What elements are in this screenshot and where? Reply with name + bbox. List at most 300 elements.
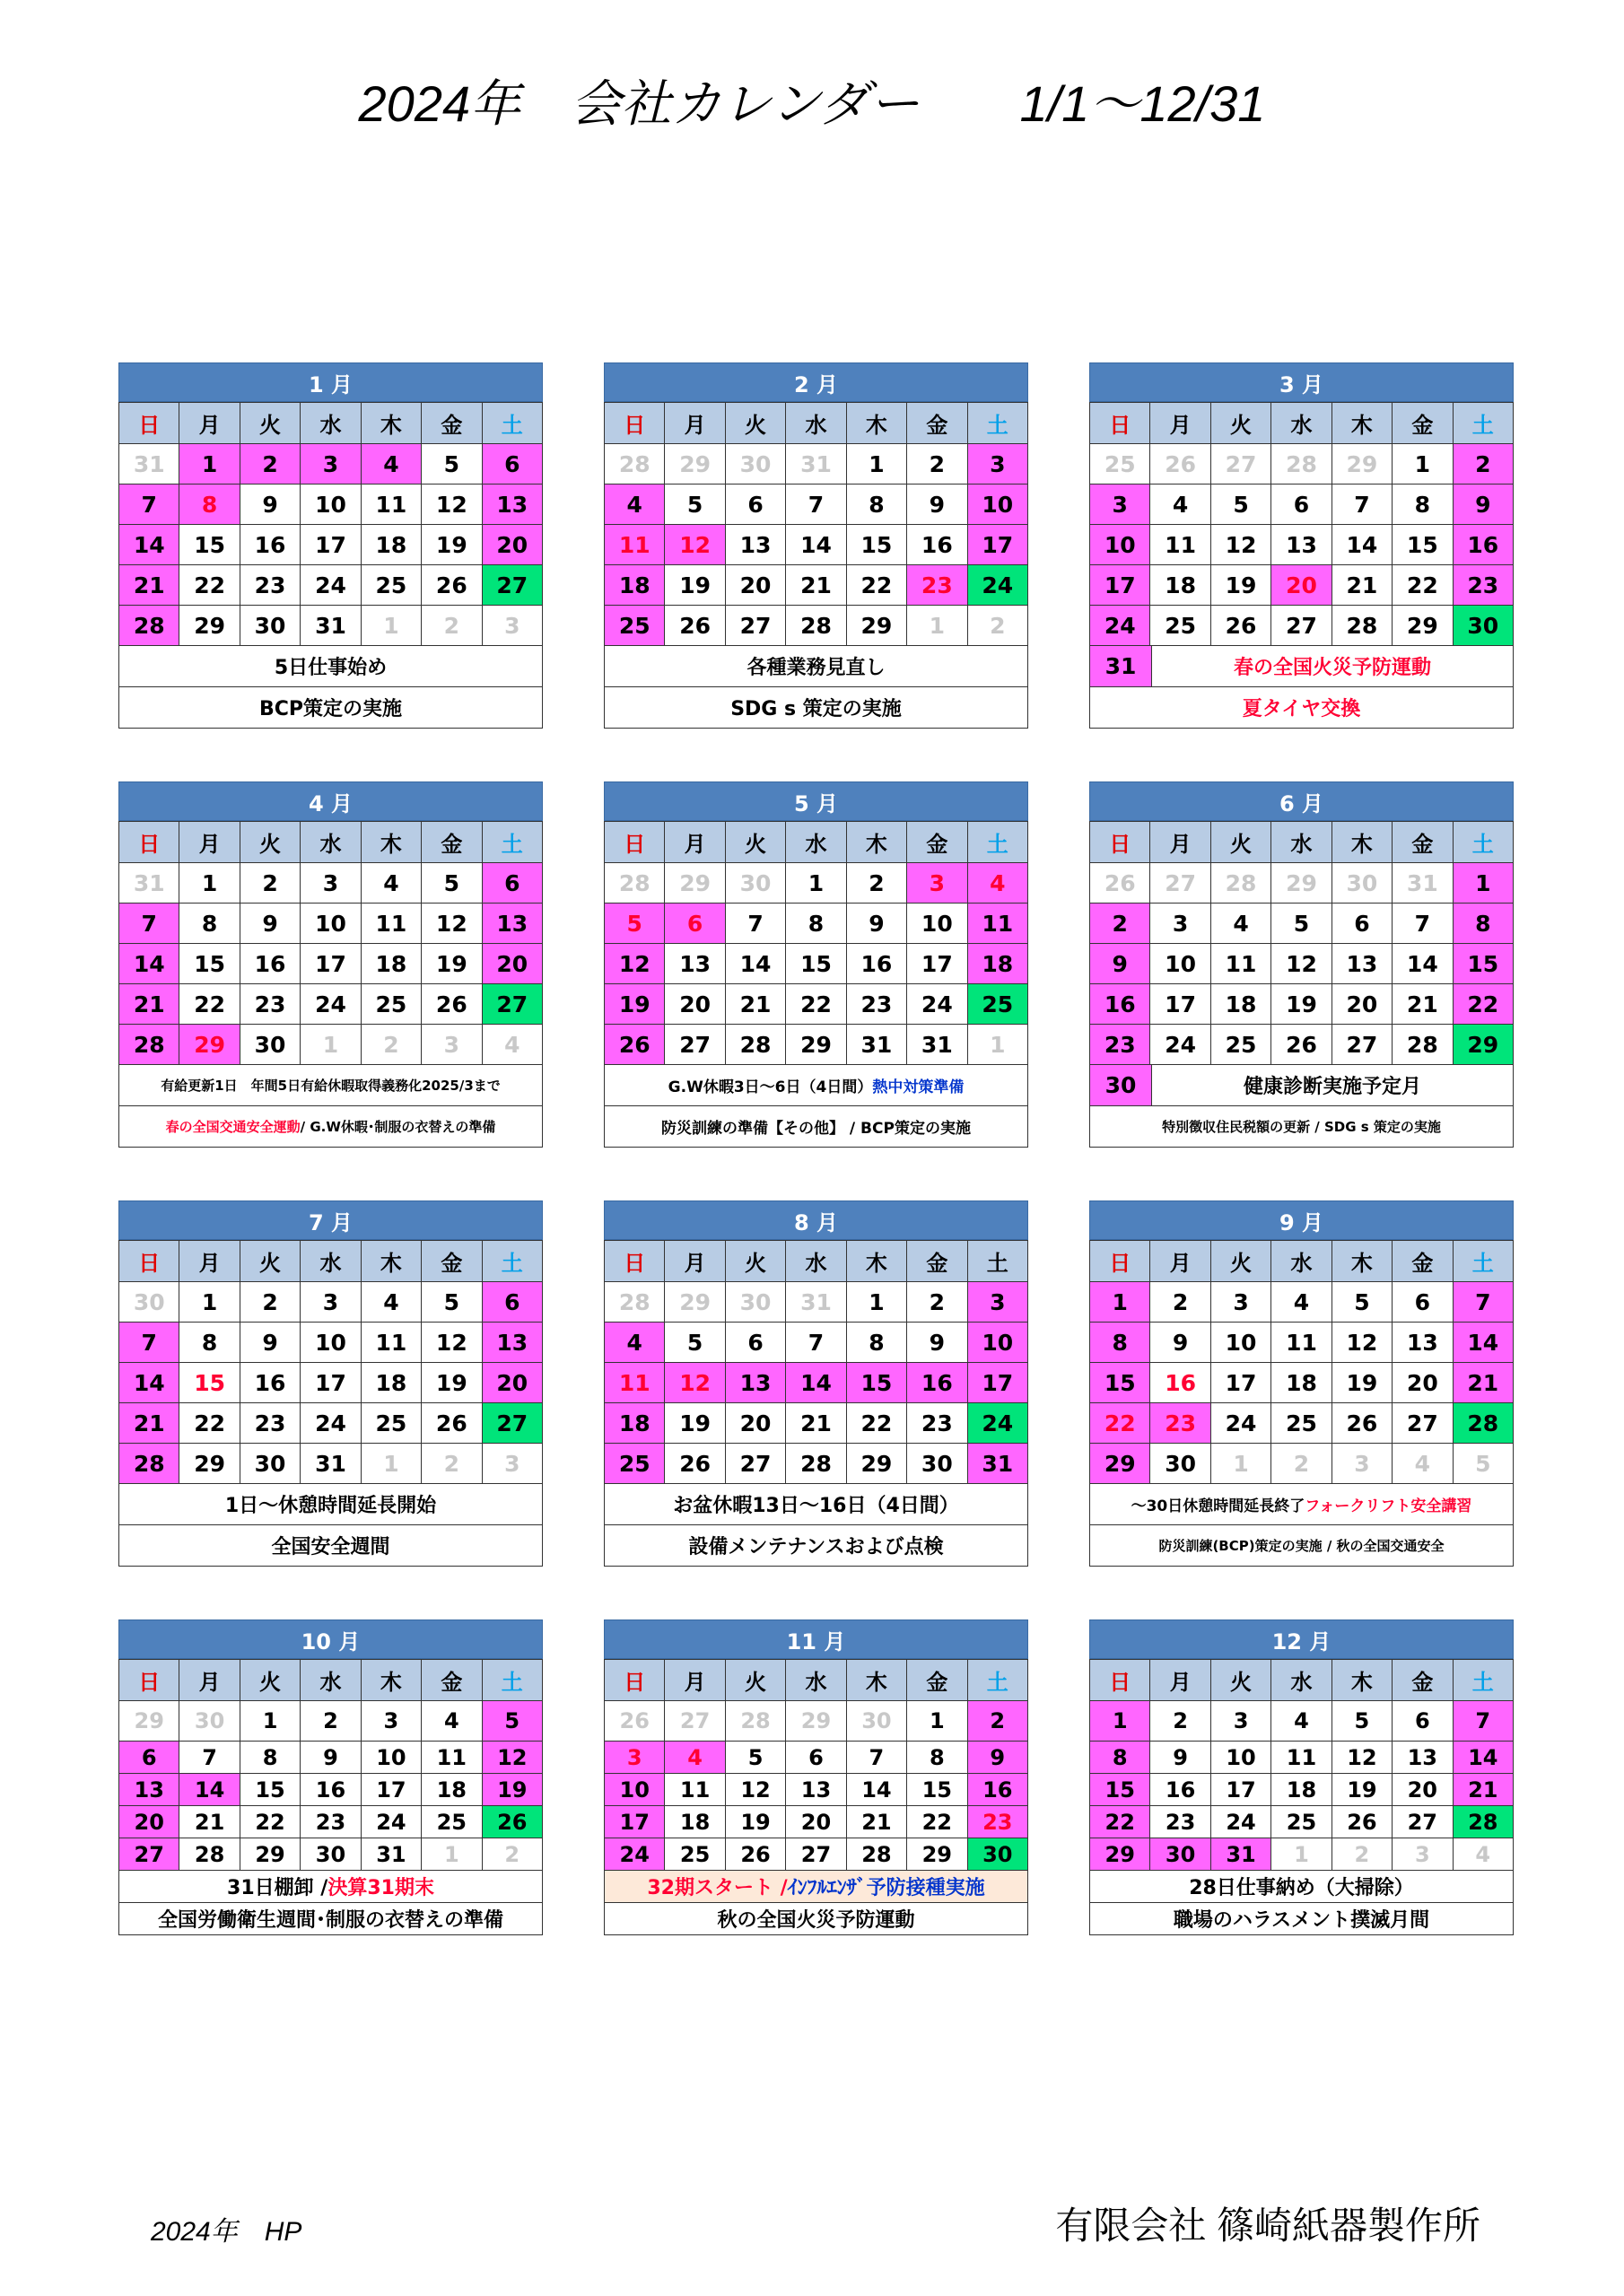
day-cell: 18: [361, 944, 421, 984]
day-cell: 26: [1210, 606, 1270, 646]
day-cell: 6: [665, 904, 725, 944]
day-cell: 18: [605, 1403, 665, 1444]
day-cell: 21: [846, 1806, 906, 1838]
month-header: 3 月: [1089, 362, 1514, 402]
day-cell: 13: [725, 525, 785, 565]
day-cell: 4: [1271, 1701, 1332, 1742]
day-cell: 28: [786, 1444, 846, 1484]
day-cell: 14: [1393, 944, 1453, 984]
month-1: [118, 362, 543, 729]
day-cell: 2: [1332, 1838, 1392, 1871]
day-cell: 26: [422, 984, 482, 1025]
day-cell: 21: [119, 1403, 179, 1444]
day-cell: 11: [1271, 1742, 1332, 1774]
month-9: [1089, 1200, 1514, 1567]
day-cell: 23: [240, 565, 300, 606]
day-cell: 13: [665, 944, 725, 984]
month-table: [1089, 821, 1514, 1065]
day-cell: 11: [665, 1774, 725, 1806]
month-note: BCP策定の実施: [118, 687, 543, 729]
day-cell: 9: [907, 485, 967, 525]
weekday-header: 日: [605, 403, 665, 444]
day-cell: 4: [1271, 1282, 1332, 1323]
month-table: [118, 402, 543, 646]
month-note: 設備メンテナンスおよび点検: [604, 1525, 1028, 1567]
day-cell: 14: [846, 1774, 906, 1806]
weekday-header: 水: [301, 1241, 361, 1282]
weekday-header: 木: [1332, 403, 1392, 444]
day-cell: 17: [1150, 984, 1210, 1025]
month-header: 9 月: [1089, 1200, 1514, 1240]
weekday-header: 火: [240, 1660, 300, 1701]
day-cell: 30: [725, 444, 785, 485]
month-note: [118, 1106, 543, 1148]
day-cell: 10: [301, 1323, 361, 1363]
day-cell: 12: [725, 1774, 785, 1806]
month-note: 有給更新1日 年間5日有給休暇取得義務化2025/3まで: [118, 1065, 543, 1106]
day-cell: 11: [1150, 525, 1210, 565]
day-cell: 27: [665, 1701, 725, 1742]
day-cell: 1: [361, 1444, 421, 1484]
day-cell: 2: [907, 1282, 967, 1323]
day-cell: 14: [1453, 1323, 1513, 1363]
day-cell: 19: [1210, 565, 1270, 606]
day-cell: 21: [119, 565, 179, 606]
day-cell: 7: [1453, 1282, 1513, 1323]
day-cell: 4: [361, 444, 421, 485]
day-cell: 16: [1150, 1363, 1210, 1403]
day-cell: 12: [1332, 1742, 1392, 1774]
weekday-header: 水: [786, 403, 846, 444]
month-header: 1 月: [118, 362, 543, 402]
day-cell: 29: [786, 1025, 846, 1065]
day-cell: 21: [1393, 984, 1453, 1025]
day-cell: 26: [482, 1806, 542, 1838]
day-cell: 28: [119, 1025, 179, 1065]
day-cell: 30: [179, 1701, 240, 1742]
day-cell: 9: [240, 485, 300, 525]
day-cell: 19: [665, 1403, 725, 1444]
day-cell: 27: [665, 1025, 725, 1065]
day-cell: 18: [1271, 1774, 1332, 1806]
day-cell: 6: [119, 1742, 179, 1774]
day-cell: 10: [301, 904, 361, 944]
day-cell: 30: [725, 863, 785, 904]
month-7: [118, 1200, 543, 1567]
weekday-header: 金: [422, 403, 482, 444]
month-table: [118, 1240, 543, 1484]
day-cell: 25: [1150, 606, 1210, 646]
day-cell: 7: [786, 485, 846, 525]
day-cell: 27: [1393, 1403, 1453, 1444]
day-cell: 27: [725, 606, 785, 646]
day-cell: 31: [1090, 646, 1152, 686]
day-cell: 7: [179, 1742, 240, 1774]
weekday-header: 木: [846, 403, 906, 444]
month-note-part: ｲﾝﾌﾙｴﾝｻﾞ予防接種実施: [787, 1877, 985, 1899]
day-cell: 29: [179, 1444, 240, 1484]
day-cell: 17: [1210, 1363, 1270, 1403]
month-note: SDG s 策定の実施: [604, 687, 1028, 729]
month-note-part: 決算31期末: [327, 1877, 434, 1899]
day-cell: 26: [422, 565, 482, 606]
day-cell: 20: [1393, 1363, 1453, 1403]
weekday-header: 土: [967, 1660, 1027, 1701]
month-note-part: ～30日休憩時間延長終了: [1131, 1497, 1305, 1515]
day-cell: 29: [1090, 1838, 1150, 1871]
day-cell: 28: [1271, 444, 1332, 485]
page-title: 2024年 会社カレンダー 1/1～12/31: [358, 75, 1266, 132]
month-note-row: [1089, 1065, 1514, 1106]
day-cell: 20: [482, 1363, 542, 1403]
weekday-header: 日: [605, 822, 665, 863]
day-cell: 30: [240, 606, 300, 646]
weekday-header: 月: [179, 1660, 240, 1701]
month-table: [604, 402, 1028, 646]
weekday-header: 月: [179, 403, 240, 444]
day-cell: 13: [1393, 1742, 1453, 1774]
day-cell: 26: [605, 1701, 665, 1742]
day-cell: 29: [665, 1282, 725, 1323]
day-cell: 15: [786, 944, 846, 984]
weekday-header: 月: [179, 822, 240, 863]
day-cell: 14: [725, 944, 785, 984]
weekday-header: 土: [967, 822, 1027, 863]
month-header: 12 月: [1089, 1619, 1514, 1659]
day-cell: 2: [240, 863, 300, 904]
weekday-header: 月: [179, 1241, 240, 1282]
month-header: 7 月: [118, 1200, 543, 1240]
day-cell: 17: [605, 1806, 665, 1838]
day-cell: 27: [786, 1838, 846, 1871]
day-cell: 9: [846, 904, 906, 944]
day-cell: 23: [240, 1403, 300, 1444]
day-cell: 31: [786, 444, 846, 485]
day-cell: 23: [1150, 1403, 1210, 1444]
day-cell: 23: [1090, 1025, 1150, 1065]
day-cell: 16: [1090, 984, 1150, 1025]
day-cell: 22: [179, 1403, 240, 1444]
day-cell: 1: [361, 606, 421, 646]
day-cell: 11: [967, 904, 1027, 944]
day-cell: 5: [422, 444, 482, 485]
day-cell: 21: [786, 565, 846, 606]
day-cell: 3: [301, 444, 361, 485]
day-cell: 6: [482, 1282, 542, 1323]
day-cell: 3: [482, 1444, 542, 1484]
day-cell: 31: [786, 1282, 846, 1323]
day-cell: 20: [1332, 984, 1392, 1025]
day-cell: 2: [422, 606, 482, 646]
day-cell: 25: [422, 1806, 482, 1838]
weekday-header: 金: [1393, 822, 1453, 863]
day-cell: 1: [1210, 1444, 1270, 1484]
weekday-header: 火: [1210, 403, 1270, 444]
day-cell: 30: [1150, 1444, 1210, 1484]
month-note: お盆休暇13日～16日（4日間）: [604, 1484, 1028, 1525]
month-table: [1089, 1659, 1514, 1871]
weekday-header: 月: [1150, 403, 1210, 444]
weekday-header: 土: [967, 403, 1027, 444]
month-table: [118, 821, 543, 1065]
day-cell: 20: [725, 1403, 785, 1444]
day-cell: 4: [361, 1282, 421, 1323]
day-cell: 19: [725, 1806, 785, 1838]
day-cell: 4: [967, 863, 1027, 904]
day-cell: 8: [846, 1323, 906, 1363]
day-cell: 27: [1332, 1025, 1392, 1065]
day-cell: 1: [179, 1282, 240, 1323]
day-cell: 14: [1453, 1742, 1513, 1774]
day-cell: 28: [1453, 1403, 1513, 1444]
day-cell: 30: [119, 1282, 179, 1323]
weekday-header: 火: [725, 822, 785, 863]
weekday-header: 月: [665, 822, 725, 863]
weekday-header: 火: [240, 1241, 300, 1282]
day-cell: 19: [1332, 1363, 1392, 1403]
day-cell: 27: [1271, 606, 1332, 646]
day-cell: 29: [1332, 444, 1392, 485]
day-cell: 19: [482, 1774, 542, 1806]
day-cell: 7: [119, 1323, 179, 1363]
day-cell: 23: [1453, 565, 1513, 606]
weekday-header: 土: [482, 1241, 542, 1282]
weekday-header: 日: [605, 1241, 665, 1282]
day-cell: 2: [1090, 904, 1150, 944]
day-cell: 15: [846, 1363, 906, 1403]
day-cell: 23: [301, 1806, 361, 1838]
day-cell: 24: [1150, 1025, 1210, 1065]
weekday-header: 木: [1332, 822, 1392, 863]
day-cell: 3: [422, 1025, 482, 1065]
day-cell: 12: [1271, 944, 1332, 984]
day-cell: 4: [665, 1742, 725, 1774]
day-cell: 19: [605, 984, 665, 1025]
day-cell: 17: [301, 525, 361, 565]
day-cell: 26: [605, 1025, 665, 1065]
weekday-header: 日: [119, 1660, 179, 1701]
day-cell: 1: [846, 444, 906, 485]
day-cell: 11: [361, 904, 421, 944]
day-cell: 26: [725, 1838, 785, 1871]
weekday-header: 金: [907, 822, 967, 863]
day-cell: 21: [119, 984, 179, 1025]
weekday-header: 土: [1453, 1660, 1513, 1701]
day-cell: 14: [1332, 525, 1392, 565]
month-table: [604, 1659, 1028, 1871]
day-cell: 16: [240, 944, 300, 984]
day-cell: 26: [1332, 1403, 1392, 1444]
day-cell: 19: [665, 565, 725, 606]
day-cell: 1: [1090, 1701, 1150, 1742]
day-cell: 18: [967, 944, 1027, 984]
day-cell: 3: [361, 1701, 421, 1742]
weekday-header: 木: [1332, 1660, 1392, 1701]
day-cell: 18: [1271, 1363, 1332, 1403]
day-cell: 28: [179, 1838, 240, 1871]
day-cell: 14: [119, 1363, 179, 1403]
weekday-header: 火: [1210, 822, 1270, 863]
weekday-header: 月: [665, 1241, 725, 1282]
day-cell: 4: [1150, 485, 1210, 525]
weekday-header: 水: [1271, 822, 1332, 863]
day-cell: 11: [1210, 944, 1270, 984]
day-cell: 16: [967, 1774, 1027, 1806]
day-cell: 22: [846, 565, 906, 606]
month-header: 6 月: [1089, 781, 1514, 821]
day-cell: 2: [1453, 444, 1513, 485]
day-cell: 3: [301, 863, 361, 904]
day-cell: 6: [1393, 1282, 1453, 1323]
day-cell: 13: [725, 1363, 785, 1403]
footer-year-label: 2024年 HP: [151, 2217, 302, 2247]
day-cell: 21: [1332, 565, 1392, 606]
month-2: [604, 362, 1028, 729]
weekday-header: 金: [1393, 1660, 1453, 1701]
day-cell: 12: [482, 1742, 542, 1774]
day-cell: 7: [846, 1742, 906, 1774]
day-cell: 27: [1393, 1806, 1453, 1838]
day-cell: 16: [846, 944, 906, 984]
day-cell: 21: [786, 1403, 846, 1444]
day-cell: 7: [119, 485, 179, 525]
day-cell: 24: [1210, 1806, 1270, 1838]
day-cell: 9: [1090, 944, 1150, 984]
day-cell: 28: [725, 1025, 785, 1065]
day-cell: 24: [967, 1403, 1027, 1444]
day-cell: 1: [967, 1025, 1027, 1065]
day-cell: 30: [967, 1838, 1027, 1871]
day-cell: 10: [967, 485, 1027, 525]
day-cell: 29: [665, 863, 725, 904]
day-cell: 10: [1210, 1742, 1270, 1774]
day-cell: 23: [907, 1403, 967, 1444]
month-table: [604, 821, 1028, 1065]
day-cell: 9: [967, 1742, 1027, 1774]
day-cell: 26: [422, 1403, 482, 1444]
day-cell: 10: [361, 1742, 421, 1774]
day-cell: 24: [1210, 1403, 1270, 1444]
weekday-header: 土: [967, 1241, 1027, 1282]
day-cell: 1: [422, 1838, 482, 1871]
day-cell: 12: [1210, 525, 1270, 565]
month-note: 夏タイヤ交換: [1089, 687, 1514, 729]
month-8: [604, 1200, 1028, 1567]
day-cell: 26: [1090, 863, 1150, 904]
day-cell: 2: [967, 606, 1027, 646]
day-cell: 17: [361, 1774, 421, 1806]
day-cell: 8: [240, 1742, 300, 1774]
day-cell: 3: [1393, 1838, 1453, 1871]
day-cell: 24: [1090, 606, 1150, 646]
day-cell: 28: [119, 1444, 179, 1484]
day-cell: 7: [725, 904, 785, 944]
day-cell: 10: [605, 1774, 665, 1806]
month-12: [1089, 1619, 1514, 1935]
day-cell: 8: [179, 904, 240, 944]
day-cell: 12: [605, 944, 665, 984]
month-note: 職場のハラスメント撲滅月間: [1089, 1903, 1514, 1935]
month-3: [1089, 362, 1514, 729]
day-cell: 8: [1090, 1323, 1150, 1363]
day-cell: 15: [179, 1363, 240, 1403]
weekday-header: 金: [907, 1241, 967, 1282]
day-cell: 30: [907, 1444, 967, 1484]
day-cell: 18: [361, 525, 421, 565]
weekday-header: 火: [240, 403, 300, 444]
day-cell: 25: [665, 1838, 725, 1871]
day-cell: 1: [907, 1701, 967, 1742]
day-cell: 31: [119, 863, 179, 904]
day-cell: 4: [605, 485, 665, 525]
day-cell: 16: [1453, 525, 1513, 565]
month-10: [118, 1619, 543, 1935]
day-cell: 30: [301, 1838, 361, 1871]
day-cell: 6: [1393, 1701, 1453, 1742]
weekday-header: 金: [1393, 403, 1453, 444]
day-cell: 28: [605, 863, 665, 904]
day-cell: 1: [1453, 863, 1513, 904]
day-cell: 3: [605, 1742, 665, 1774]
day-cell: 1: [786, 863, 846, 904]
weekday-header: 土: [482, 403, 542, 444]
day-cell: 31: [301, 1444, 361, 1484]
day-cell: 5: [725, 1742, 785, 1774]
day-cell: 22: [240, 1806, 300, 1838]
day-cell: 15: [907, 1774, 967, 1806]
day-cell: 13: [482, 904, 542, 944]
day-cell: 13: [1271, 525, 1332, 565]
month-note: [604, 1871, 1028, 1903]
month-header: 5 月: [604, 781, 1028, 821]
day-cell: 24: [907, 984, 967, 1025]
day-cell: 10: [301, 485, 361, 525]
day-cell: 21: [179, 1806, 240, 1838]
month-note-part: 31日棚卸 /: [227, 1877, 328, 1899]
day-cell: 10: [967, 1323, 1027, 1363]
day-cell: 5: [665, 1323, 725, 1363]
month-note: 5日仕事始め: [118, 646, 543, 687]
weekday-header: 月: [1150, 1241, 1210, 1282]
day-cell: 29: [846, 1444, 906, 1484]
day-cell: 22: [179, 984, 240, 1025]
month-note-part: / G.W休暇･制服の衣替えの準備: [300, 1119, 496, 1135]
day-cell: 31: [967, 1444, 1027, 1484]
day-cell: 30: [240, 1444, 300, 1484]
day-cell: 3: [967, 1282, 1027, 1323]
month-table: [118, 1659, 543, 1871]
day-cell: 29: [119, 1701, 179, 1742]
day-cell: 30: [240, 1025, 300, 1065]
day-cell: 9: [1453, 485, 1513, 525]
day-cell: 9: [907, 1323, 967, 1363]
weekday-header: 木: [1332, 1241, 1392, 1282]
day-cell: 13: [1332, 944, 1392, 984]
day-cell: 26: [1150, 444, 1210, 485]
day-cell: 2: [846, 863, 906, 904]
day-cell: 14: [786, 1363, 846, 1403]
day-cell: 1: [240, 1701, 300, 1742]
month-note-part: 32期スタート /: [647, 1877, 788, 1899]
day-cell: 25: [361, 565, 421, 606]
day-cell: 5: [665, 485, 725, 525]
day-cell: 22: [179, 565, 240, 606]
day-cell: 31: [1210, 1838, 1270, 1871]
day-cell: 29: [665, 444, 725, 485]
day-cell: 3: [1210, 1701, 1270, 1742]
day-cell: 28: [1453, 1806, 1513, 1838]
day-cell: 18: [1210, 984, 1270, 1025]
